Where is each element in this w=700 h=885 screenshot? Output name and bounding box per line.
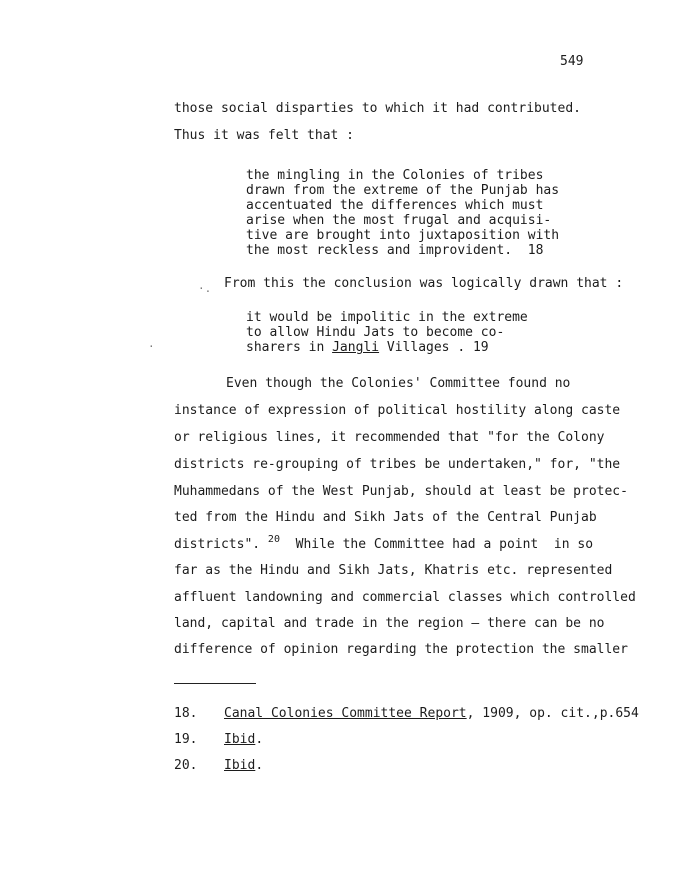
quote-2-line-2: to allow Hindu Jats to become co- (246, 325, 505, 340)
paragraph-3-line-8: far as the Hindu and Sikh Jats, Khatris etc. represented (174, 563, 613, 578)
footnote-19-number: 19. (174, 732, 198, 747)
margin-mark-2: · (148, 340, 155, 353)
paragraph-1-line-2: Thus it was felt that : (174, 128, 355, 143)
footnote-20-title: Ibid (224, 758, 256, 773)
paragraph-3-line-7 (174, 534, 594, 553)
jangli-underlined: Jangli (332, 340, 380, 355)
paragraph-3-line-3: or religious lines, it recommended that "for the Colony (174, 430, 605, 445)
footnote-separator (174, 683, 256, 684)
quote-1-line-3: accentuated the differences which must (246, 198, 544, 213)
footnote-18-rest: , 1909, op. cit.,p.654 (466, 706, 639, 721)
paragraph-3-line-10: land, capital and trade in the region — there can be no (174, 616, 605, 631)
quote-1-line-5: tive are brought into juxtaposition with (246, 228, 560, 243)
footnote-18-number: 18. (174, 706, 198, 721)
footnote-19-text (224, 732, 263, 747)
margin-mark: ·. (198, 282, 212, 295)
quote-1-line-1: the mingling in the Colonies of tribes (246, 168, 544, 183)
footnote-19-title: Ibid (224, 732, 256, 747)
footnote-18-title: Canal Colonies Committee Report (224, 706, 467, 721)
quote-2-line-3 (246, 340, 489, 355)
footnote-20-number: 20. (174, 758, 198, 773)
paragraph-3-line-1: Even though the Colonies' Committee found no (226, 376, 571, 391)
quote-2-line-1: it would be impolitic in the extreme (246, 310, 528, 325)
paragraph-2-line-1: From this the conclusion was logically drawn that : (224, 276, 624, 291)
paragraph-3-line-7-post: While the Committee had a point in so (279, 537, 594, 552)
quote-1-line-2: drawn from the extreme of the Punjab has (246, 183, 560, 198)
footnote-20-text (224, 758, 263, 773)
quote-2-line-3-post: Villages . 19 (379, 340, 489, 355)
paragraph-3-line-9: affluent landowning and commercial classes which controlled (174, 590, 636, 605)
paragraph-3-line-6: ted from the Hindu and Sikh Jats of the Central Punjab (174, 510, 597, 525)
quote-1-line-6: the most reckless and improvident. 18 (246, 243, 544, 258)
paragraph-1-line-1: those social disparties to which it had contributed. (174, 101, 581, 116)
footnote-19-rest: . (255, 732, 264, 747)
paragraph-3-line-2: instance of expression of political hostility along caste (174, 403, 621, 418)
quote-2-line-3-pre: sharers in (246, 340, 333, 355)
paragraph-3-line-7-pre: districts". (174, 537, 268, 552)
footnote-20-rest: . (255, 758, 264, 773)
paragraph-3-line-11: difference of opinion regarding the protection the smaller (174, 642, 628, 657)
page-number: 549 (560, 54, 584, 69)
paragraph-3-line-5: Muhammedans of the West Punjab, should at least be protec- (174, 484, 628, 499)
paragraph-3-line-4: districts re-grouping of tribes be undertaken," for, "the (174, 457, 621, 472)
quote-1-line-4: arise when the most frugal and acquisi- (246, 213, 552, 228)
footnote-18-text (224, 706, 639, 721)
footnote-ref-20: 20 (267, 534, 280, 545)
